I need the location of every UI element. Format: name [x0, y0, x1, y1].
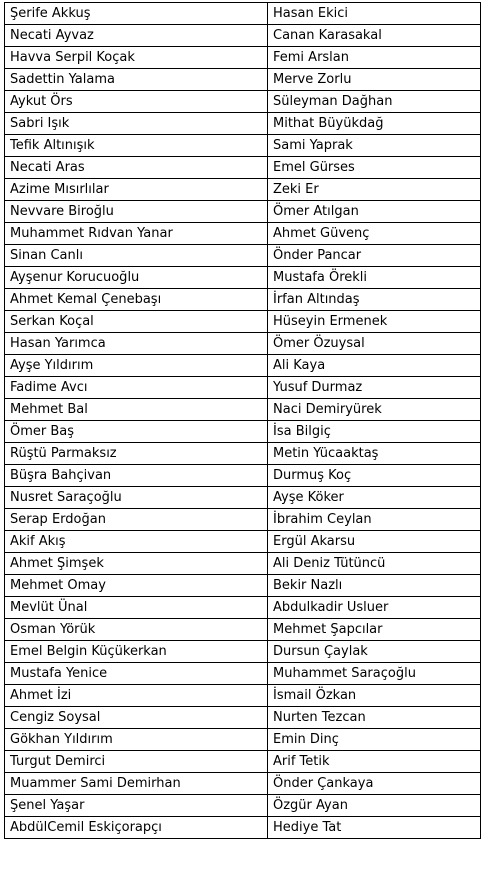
name-cell-right: Bekir Nazlı	[268, 575, 481, 597]
name-cell-right: Arif Tetik	[268, 751, 481, 773]
name-cell-right: Sami Yaprak	[268, 135, 481, 157]
name-cell-left: Sabri Işık	[5, 113, 268, 135]
table-row	[5, 157, 481, 179]
name-cell-right: Önder Pancar	[268, 245, 481, 267]
name-cell-left: Sinan Canlı	[5, 245, 268, 267]
table-row	[5, 641, 481, 663]
name-cell-left: Ahmet Kemal Çenebaşı	[5, 289, 268, 311]
name-cell-left: Şerife Akkuş	[5, 3, 268, 25]
name-cell-right: Canan Karasakal	[268, 25, 481, 47]
name-cell-right: Ali Deniz Tütüncü	[268, 553, 481, 575]
name-cell-left: Havva Serpil Koçak	[5, 47, 268, 69]
table-row	[5, 795, 481, 817]
table-row	[5, 531, 481, 553]
name-cell-right: Femi Arslan	[268, 47, 481, 69]
name-cell-right: Naci Demiryürek	[268, 399, 481, 421]
table-row	[5, 179, 481, 201]
name-cell-left: Emel Belgin Küçükerkan	[5, 641, 268, 663]
name-cell-left: Muhammet Rıdvan Yanar	[5, 223, 268, 245]
table-row	[5, 3, 481, 25]
name-cell-left: Ahmet İzi	[5, 685, 268, 707]
name-cell-left: Rüştü Parmaksız	[5, 443, 268, 465]
name-cell-right: Nurten Tezcan	[268, 707, 481, 729]
name-cell-left: Fadime Avcı	[5, 377, 268, 399]
name-cell-right: Ergül Akarsu	[268, 531, 481, 553]
table-row	[5, 751, 481, 773]
table-row	[5, 113, 481, 135]
table-row	[5, 201, 481, 223]
name-cell-left: Osman Yörük	[5, 619, 268, 641]
table-row	[5, 487, 481, 509]
name-cell-left: AbdülCemil Eskiçorapçı	[5, 817, 268, 839]
name-cell-right: Önder Çankaya	[268, 773, 481, 795]
table-row	[5, 47, 481, 69]
table-row	[5, 707, 481, 729]
name-cell-left: Mevlüt Ünal	[5, 597, 268, 619]
name-cell-right: Muhammet Saraçoğlu	[268, 663, 481, 685]
table-row	[5, 399, 481, 421]
table-row	[5, 729, 481, 751]
name-cell-left: Serkan Koçal	[5, 311, 268, 333]
table-row	[5, 619, 481, 641]
name-cell-left: Şenel Yaşar	[5, 795, 268, 817]
name-cell-left: Azime Mısırlılar	[5, 179, 268, 201]
name-cell-right: Hediye Tat	[268, 817, 481, 839]
name-cell-left: Ayşe Yıldırım	[5, 355, 268, 377]
name-cell-right: Metin Yücaaktaş	[268, 443, 481, 465]
name-cell-right: Hüseyin Ermenek	[268, 311, 481, 333]
table-row	[5, 421, 481, 443]
name-cell-left: Serap Erdoğan	[5, 509, 268, 531]
name-cell-left: Cengiz Soysal	[5, 707, 268, 729]
name-cell-left: Aykut Örs	[5, 91, 268, 113]
name-cell-right: İbrahim Ceylan	[268, 509, 481, 531]
table-row	[5, 289, 481, 311]
name-cell-right: Ahmet Güvenç	[268, 223, 481, 245]
name-cell-right: Ali Kaya	[268, 355, 481, 377]
name-cell-right: Süleyman Dağhan	[268, 91, 481, 113]
table-row	[5, 443, 481, 465]
table-row	[5, 575, 481, 597]
name-cell-left: Tefik Altınışık	[5, 135, 268, 157]
name-cell-right: Ömer Özuysal	[268, 333, 481, 355]
name-cell-right: Özgür Ayan	[268, 795, 481, 817]
table-row	[5, 597, 481, 619]
name-cell-left: Nusret Saraçoğlu	[5, 487, 268, 509]
name-cell-right: Emel Gürses	[268, 157, 481, 179]
table-row	[5, 685, 481, 707]
name-cell-right: İsa Bilgiç	[268, 421, 481, 443]
name-cell-right: Mustafa Örekli	[268, 267, 481, 289]
name-cell-left: Ayşenur Korucuoğlu	[5, 267, 268, 289]
table-row	[5, 377, 481, 399]
name-cell-left: Muammer Sami Demirhan	[5, 773, 268, 795]
table-row	[5, 267, 481, 289]
name-cell-right: Durmuş Koç	[268, 465, 481, 487]
name-cell-right: Ayşe Köker	[268, 487, 481, 509]
name-cell-left: Ömer Baş	[5, 421, 268, 443]
name-cell-right: İsmail Özkan	[268, 685, 481, 707]
name-cell-right: İrfan Altındaş	[268, 289, 481, 311]
name-cell-left: Gökhan Yıldırım	[5, 729, 268, 751]
table-row	[5, 311, 481, 333]
name-cell-right: Hasan Ekici	[268, 3, 481, 25]
name-cell-left: Necati Aras	[5, 157, 268, 179]
table-row	[5, 509, 481, 531]
name-table-body	[5, 3, 481, 839]
table-row	[5, 553, 481, 575]
table-row	[5, 245, 481, 267]
name-table	[4, 2, 481, 839]
name-cell-right: Emin Dinç	[268, 729, 481, 751]
name-cell-left: Mehmet Omay	[5, 575, 268, 597]
table-row	[5, 465, 481, 487]
table-row	[5, 817, 481, 839]
name-cell-right: Mithat Büyükdağ	[268, 113, 481, 135]
table-row	[5, 135, 481, 157]
table-row	[5, 773, 481, 795]
name-cell-left: Mehmet Bal	[5, 399, 268, 421]
table-row	[5, 663, 481, 685]
name-cell-left: Turgut Demirci	[5, 751, 268, 773]
name-cell-left: Büşra Bahçivan	[5, 465, 268, 487]
name-cell-left: Akif Akış	[5, 531, 268, 553]
name-cell-left: Mustafa Yenice	[5, 663, 268, 685]
table-row	[5, 91, 481, 113]
name-cell-left: Hasan Yarımca	[5, 333, 268, 355]
name-cell-right: Ömer Atılgan	[268, 201, 481, 223]
table-row	[5, 333, 481, 355]
name-cell-right: Abdulkadir Usluer	[268, 597, 481, 619]
name-cell-right: Mehmet Şapcılar	[268, 619, 481, 641]
name-cell-right: Zeki Er	[268, 179, 481, 201]
name-cell-left: Necati Ayvaz	[5, 25, 268, 47]
name-cell-left: Ahmet Şimşek	[5, 553, 268, 575]
name-cell-right: Dursun Çaylak	[268, 641, 481, 663]
name-cell-right: Yusuf Durmaz	[268, 377, 481, 399]
table-row	[5, 25, 481, 47]
table-row	[5, 355, 481, 377]
name-cell-left: Nevvare Biroğlu	[5, 201, 268, 223]
table-row	[5, 69, 481, 91]
table-row	[5, 223, 481, 245]
name-cell-left: Sadettin Yalama	[5, 69, 268, 91]
name-cell-right: Merve Zorlu	[268, 69, 481, 91]
